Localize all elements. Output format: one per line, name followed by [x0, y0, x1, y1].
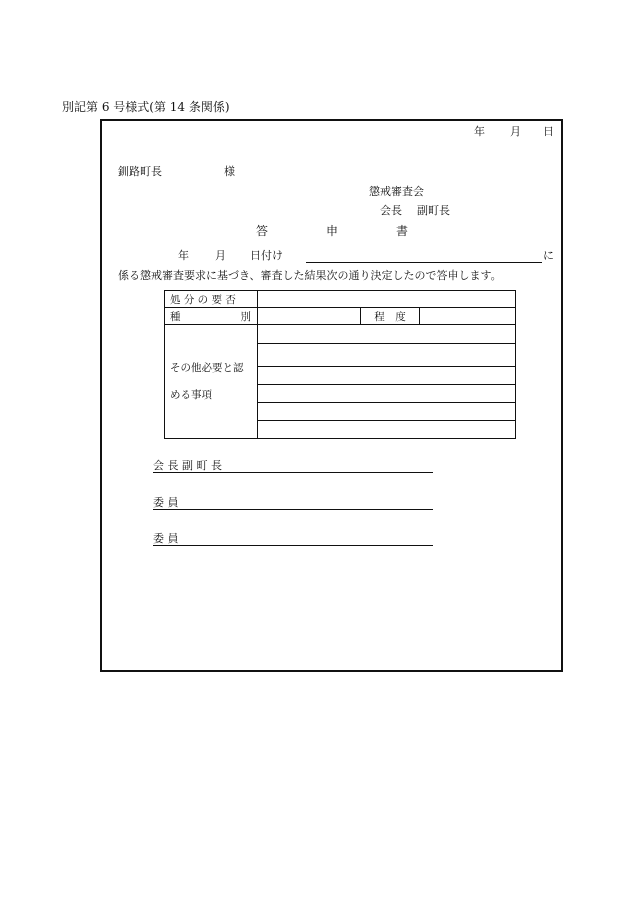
degree-label: 程 度: [361, 308, 420, 325]
addressee-honorific: 様: [224, 165, 235, 178]
sig-member1-label: 委 員: [153, 496, 179, 509]
request-year: 年: [178, 249, 189, 262]
type-label: [165, 308, 258, 325]
sender-vice-title: 副町長: [417, 204, 450, 217]
sender-committee: 懲戒審査会: [369, 185, 424, 198]
other-matters-line-2: める事項: [170, 388, 212, 401]
sender-chair-title: 会長: [380, 204, 402, 217]
type-label-a: 種: [170, 310, 181, 323]
title-char-2: 申: [326, 224, 339, 238]
date-day: 日: [543, 125, 554, 138]
addressee-name: 釧路町長: [118, 165, 162, 178]
date-year: 年: [474, 125, 485, 138]
request-day-dated: 日付け: [250, 249, 283, 262]
disposition-table: [164, 290, 516, 439]
form-caption: 別記第 6 号様式(第 14 条関係): [62, 100, 230, 114]
sig-chair-label: 会 長 副 町 長: [153, 459, 222, 472]
type-value: [258, 308, 361, 325]
other-matters-label: [165, 325, 258, 439]
request-suffix: に: [543, 249, 554, 262]
other-matters-line-1: その他必要と認: [170, 361, 244, 374]
date-month: 月: [510, 125, 521, 138]
disposition-label: 処 分 の 要 否: [165, 291, 258, 308]
sig-member2-label: 委 員: [153, 532, 179, 545]
disposition-value: [258, 291, 516, 308]
title-char-3: 書: [396, 224, 409, 238]
request-name-underline: [306, 262, 542, 263]
body-text: 係る懲戒審査要求に基づき、審査した結果次の通り決定したので答申します。: [118, 269, 502, 282]
degree-value: [420, 308, 516, 325]
sig-member2-line: [153, 545, 433, 546]
other-matters-value: [258, 325, 516, 439]
sig-chair-line: [153, 472, 433, 473]
request-month: 月: [215, 249, 226, 262]
type-label-b: 別: [240, 310, 251, 323]
sig-member1-line: [153, 509, 433, 510]
title-char-1: 答: [256, 224, 269, 238]
